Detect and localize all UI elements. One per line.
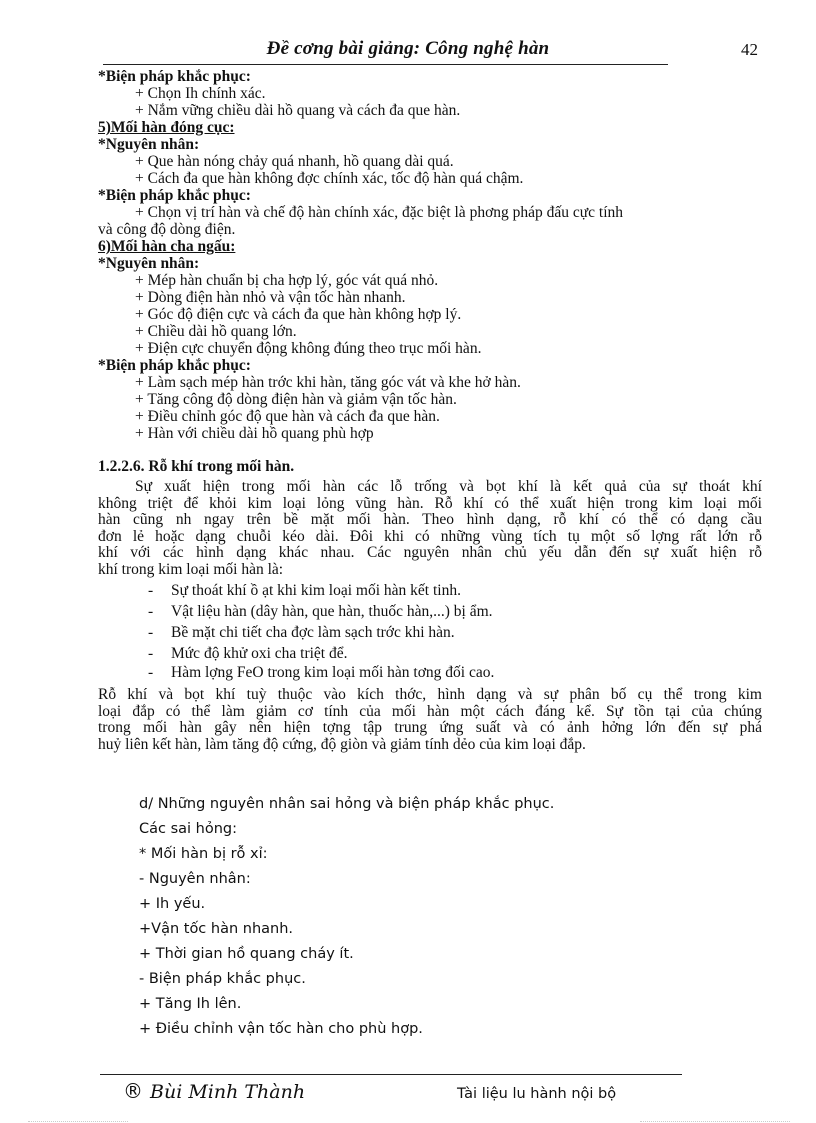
list-item [148,645,348,662]
list-line: +Vận tốc hàn nhanh. [139,921,294,937]
section-label: *Nguyên nhân: [98,255,200,272]
paragraph-line: hàn cũng nh ngay trên bề mặt mối hàn. Theo hình dạng, rỗ khí có thể có dạng cầu [98,511,762,528]
list-line: - Biện pháp khắc phục. [139,971,306,987]
list-item: + Chọn Ih chính xác. [135,85,266,102]
list-line: + Ih yếu. [139,896,206,912]
author-signature: Bùi Minh Thành [150,1081,306,1103]
paragraph-line: loại đắp có thể làm giảm cơ tính của mối hàn một cách đáng kể. Sự tồn tại của chúng [98,702,762,720]
bullet-marker: - [148,624,154,641]
list-item: + Dòng điện hàn nhỏ và vận tốc hàn nhanh. [135,289,406,306]
footer-dots-left [28,1121,128,1122]
paragraph-line: khí trong kim loại mối hàn là: [98,560,284,578]
list-line: Các sai hỏng: [139,821,238,837]
list-item [148,582,461,599]
list-line: * Mối hàn bị rỗ xỉ: [139,846,268,862]
list-item-text: Bề mặt chi tiết cha đợc làm sạch trớc khi hàn. [171,624,455,641]
list-item: + Góc độ điện cực và cách đa que hàn không hợp lý. [135,306,462,323]
list-item: + Chiều dài hồ quang lớn. [135,323,297,340]
list-line: + Thời gian hồ quang cháy ít. [139,946,354,962]
paragraph-line: không triệt để khỏi kim loại lỏng vũng hàn. Rỗ khí có thể xuất hiện trong kim loại mối [98,494,762,512]
list-item: + Điều chỉnh góc độ que hàn và cách đa que hàn. [135,408,440,425]
list-item [148,624,455,641]
footer-rule [100,1074,682,1075]
paragraph-line: Sự xuất hiện trong mối hàn các lỗ trống và bọt khí là kết quả của sự thoát khí [135,478,762,495]
section-label: 6)Mối hàn cha ngấu: [98,238,236,255]
paragraph-line: trong mối hàn gây nên hiện tợng tập trung ứng suất và có ảnh hởng lớn đến sự phá [98,719,762,736]
registered-mark: ® [123,1079,143,1103]
list-item [148,603,493,620]
bullet-marker: - [148,603,154,620]
section-label: *Biện pháp khắc phục: [98,68,251,85]
section-label: *Biện pháp khắc phục: [98,187,251,204]
paragraph-line: huỷ liên kết hàn, làm tăng độ cứng, độ giòn và giảm tính dẻo của kim loại đắp. [98,735,586,753]
header-rule [103,64,668,65]
list-line: - Nguyên nhân: [139,871,251,887]
footer-dots-right [640,1121,790,1122]
list-item: + Nắm vững chiều dài hồ quang và cách đa que hàn. [135,102,461,119]
section-label: và công độ dòng điện. [98,221,236,238]
paragraph-line: Rỗ khí và bọt khí tuỳ thuộc vào kích thớc, hình dạng và sự phân bố cụ thể trong kim [98,686,762,703]
list-item [148,664,494,681]
list-item-text: Sự thoát khí ồ ạt khi kim loại mối hàn kết tinh. [171,582,461,599]
list-item: + Hàn với chiều dài hồ quang phù hợp [135,425,374,442]
section-heading-porosity: 1.2.2.6. Rỗ khí trong mối hàn. [98,458,295,475]
bullet-marker: - [148,664,154,681]
list-item: + Mép hàn chuẩn bị cha hợp lý, góc vát quá nhỏ. [135,272,439,289]
list-item: + Cách đa que hàn không đợc chính xác, tốc độ hàn quá chậm. [135,170,524,187]
list-item: + Que hàn nóng chảy quá nhanh, hồ quang dài quá. [135,153,454,170]
page-header-title: Đề cơng bài giảng: Công nghệ hàn [266,38,550,59]
bullet-marker: - [148,582,154,599]
list-item: + Tăng công độ dòng điện hàn và giảm vận tốc hàn. [135,391,457,408]
section-label: *Biện pháp khắc phục: [98,357,251,374]
paragraph-line: đơn lẻ hoặc dạng chuỗi kéo dài. Đôi khi có những vùng tích tụ một số lợng rất lớn rỗ [98,527,762,545]
list-line: + Điều chỉnh vận tốc hàn cho phù hợp. [139,1021,423,1037]
list-item: + Chọn vị trí hàn và chế độ hàn chính xác, đặc biệt là phơng pháp đấu cực tính [135,204,624,221]
footer-note: Tài liệu lu hành nội bộ [457,1086,617,1102]
section-label: 5)Mối hàn đóng cục: [98,119,235,136]
list-item-text: Hàm lợng FeO trong kim loại mối hàn tơng đối cao. [171,664,495,681]
list-item-text: Vật liệu hàn (dây hàn, que hàn, thuốc hàn,...) bị ẩm. [171,603,493,620]
section-label: *Nguyên nhân: [98,136,200,153]
list-item: + Làm sạch mép hàn trớc khi hàn, tăng góc vát và khe hở hàn. [135,374,521,391]
page-number: 42 [741,40,758,59]
list-line: + Tăng Ih lên. [139,996,242,1012]
bullet-marker: - [148,645,154,662]
list-item: + Điện cực chuyển động không đúng theo trục mối hàn. [135,340,482,357]
list-item-text: Mức độ khử oxi cha triệt để. [171,645,348,662]
list-line: d/ Những nguyên nhân sai hỏng và biện pháp khắc phục. [139,796,555,812]
paragraph-line: khí với các hình dạng khác nhau. Các nguyên nhân chủ yếu dẫn đến sự xuất hiện rỗ [98,544,762,561]
